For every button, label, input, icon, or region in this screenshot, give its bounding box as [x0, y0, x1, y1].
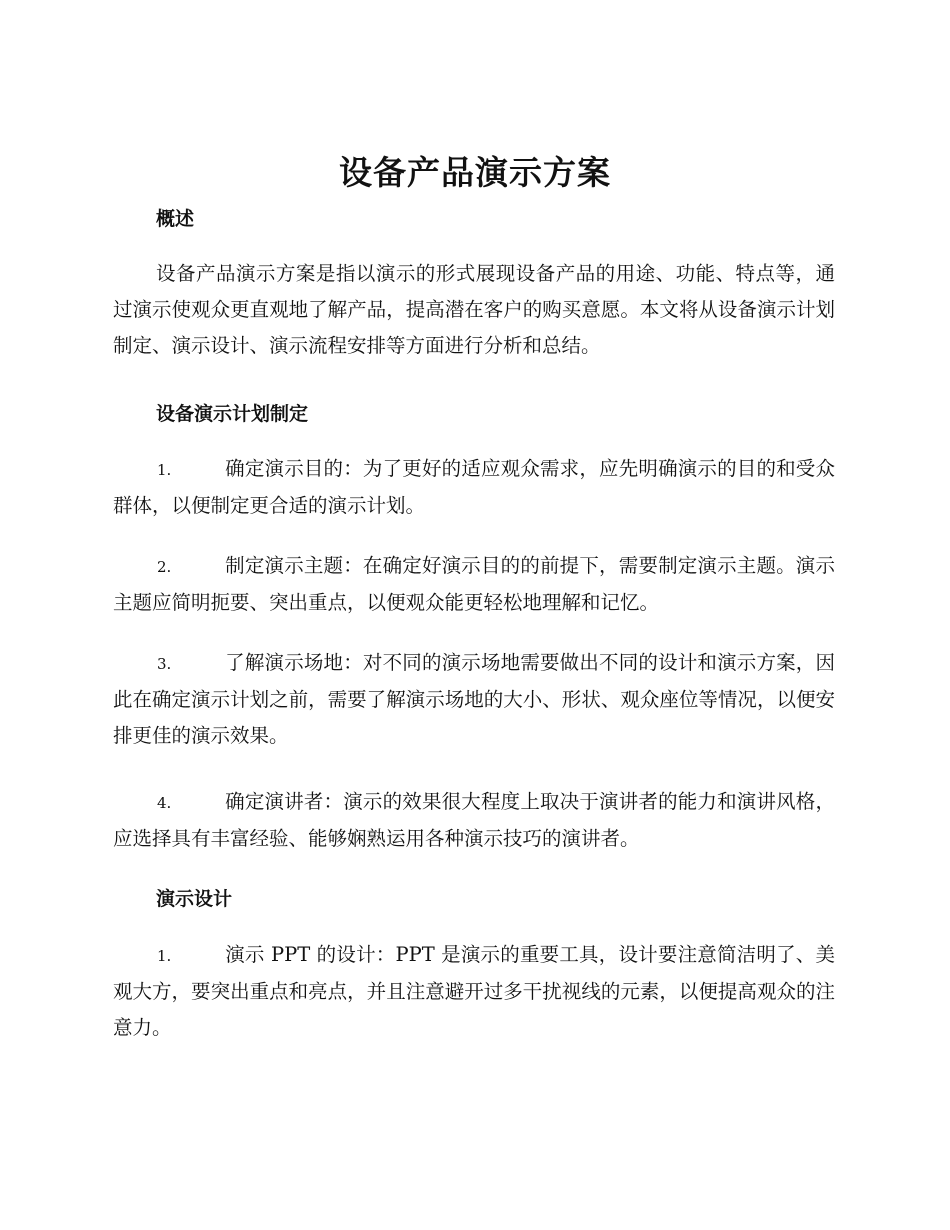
plan-item-1 [113, 451, 835, 524]
list-item-text: 演示 PPT 的设计：PPT 是演示的重要工具，设计要注意简洁明了、美观大方，要突出重点和亮点，并且注意避开过多干扰视线的元素，以便提高观众的注意力。 [113, 943, 835, 1039]
plan-item-4 [113, 784, 835, 857]
list-item-text: 制定演示主题：在确定好演示目的的前提下，需要制定演示主题。演示主题应简明扼要、突出重点，以便观众能更轻松地理解和记忆。 [113, 554, 835, 614]
section-heading-plan: 设备演示计划制定 [156, 403, 309, 425]
list-item-text: 确定演示目的：为了更好的适应观众需求，应先明确演示的目的和受众群体，以便制定更合适的演示计划。 [113, 457, 835, 517]
list-number: 2. [157, 558, 172, 576]
list-item-text: 了解演示场地：对不同的演示场地需要做出不同的设计和演示方案，因此在确定演示计划之前，需要了解演示场地的大小、形状、观众座位等情况，以便安排更佳的演示效果。 [113, 651, 835, 747]
plan-item-3 [113, 645, 835, 754]
section-heading-overview: 概述 [156, 208, 195, 230]
plan-item-2 [113, 548, 835, 621]
list-number: 1. [157, 947, 172, 965]
list-item-text: 确定演讲者：演示的效果很大程度上取决于演讲者的能力和演讲风格，应选择具有丰富经验、能够娴熟运用各种演示技巧的演讲者。 [113, 790, 835, 850]
section-heading-design: 演示设计 [156, 888, 233, 910]
list-number: 1. [157, 461, 172, 479]
overview-paragraph: 设备产品演示方案是指以演示的形式展现设备产品的用途、功能、特点等，通过演示使观众更直观地了解产品，提高潜在客户的购买意愿。本文将从设备演示计划制定、演示设计、演示流程安排等方面进行分析和总结。 [113, 262, 835, 357]
document-title: 设备产品演示方案 [339, 153, 611, 192]
design-item-1 [113, 937, 835, 1046]
list-number: 4. [157, 794, 172, 812]
list-number: 3. [157, 655, 172, 673]
